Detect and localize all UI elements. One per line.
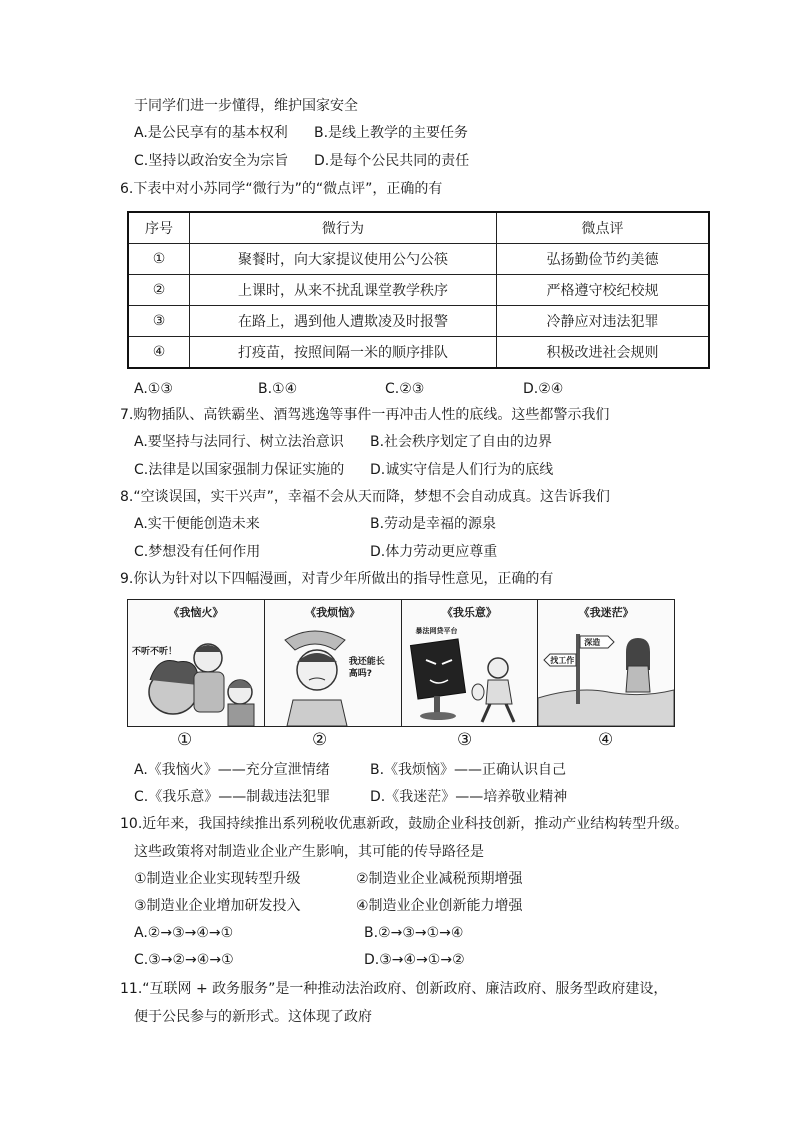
comic-speech-text: 不听不听！ <box>132 647 178 657</box>
table-row <box>128 244 709 275</box>
comic-willing-illustration <box>402 600 538 726</box>
comic-number: ② <box>312 730 328 750</box>
q7-option-d[interactable]: D.诚实守信是人们行为的底线 <box>370 462 554 478</box>
q9-option-b[interactable]: B.《我烦恼》——正确认识自己 <box>370 762 567 778</box>
q6-option-c[interactable]: C.②③ <box>385 381 425 397</box>
comic-number: ① <box>177 730 193 750</box>
table-cell: ④ <box>128 337 190 369</box>
q9-option-a[interactable]: A.《我恼火》——充分宣泄情绪 <box>134 762 330 778</box>
table-row <box>128 275 709 306</box>
q6-table <box>127 211 710 369</box>
comic-title: 《我烦恼》 <box>305 606 361 619</box>
comic-number: ③ <box>457 730 473 750</box>
table-row <box>128 337 709 369</box>
table-cell: 打疫苗，按照间隔一米的顺序排队 <box>190 337 497 369</box>
q7-option-b[interactable]: B.社会秩序划定了自由的边界 <box>370 434 553 450</box>
q10-statement-3: ③制造业企业增加研发投入 <box>134 898 301 914</box>
table-header-row <box>128 212 709 244</box>
table-header-comment: 微点评 <box>497 212 710 244</box>
q8-option-c[interactable]: C.梦想没有任何作用 <box>134 544 261 560</box>
q5-option-b[interactable]: B.是线上教学的主要任务 <box>314 125 469 141</box>
table-cell: 积极改进社会规则 <box>497 337 710 369</box>
table-cell: ③ <box>128 306 190 337</box>
q10-statement-4: ④制造业企业创新能力增强 <box>356 898 523 914</box>
table-cell: ① <box>128 244 190 275</box>
comic-panel-willing <box>402 600 539 726</box>
table-header-behavior: 微行为 <box>190 212 497 244</box>
table-cell: 冷静应对违法犯罪 <box>497 306 710 337</box>
q9-stem: 9.你认为针对以下四幅漫画，对青少年所做出的指导性意见，正确的有 <box>120 571 554 587</box>
table-cell: 聚餐时，向大家提议使用公勺公筷 <box>190 244 497 275</box>
q9-comic-strip <box>127 599 675 727</box>
q11-stem-2: 便于公民参与的新形式。这体现了政府 <box>134 1009 372 1025</box>
q6-option-a[interactable]: A.①③ <box>134 381 173 397</box>
q10-stem-2: 这些政策将对制造业企业产生影响，其可能的传导路径是 <box>134 844 484 860</box>
q8-option-a[interactable]: A.实干便能创造未来 <box>134 516 260 532</box>
table-row <box>128 306 709 337</box>
comic-number: ④ <box>598 730 614 750</box>
comic-sign-text: 暴法网贷平台 <box>415 627 458 635</box>
q11-stem-1: 11.“互联网 + 政务服务”是一种推动法治政府、创新政府、廉洁政府、服务型政府建设， <box>120 981 668 997</box>
comic-sign-text: 深造 <box>584 638 601 647</box>
comic-panel-angry <box>128 600 265 726</box>
q7-stem: 7.购物插队、高铁霸坐、酒驾逃逸等事件一再冲击人性的底线。这些都警示我们 <box>120 407 610 423</box>
q8-option-d[interactable]: D.体力劳动更应尊重 <box>370 544 498 560</box>
line-q5-stem-end: 于同学们进一步懂得，维护国家安全 <box>134 98 358 114</box>
q10-statement-2: ②制造业企业减税预期增强 <box>356 871 523 887</box>
q9-option-d[interactable]: D.《我迷茫》——培养敬业精神 <box>370 789 568 805</box>
table-cell: 弘扬勤俭节约美德 <box>497 244 710 275</box>
comic-title: 《我乐意》 <box>441 606 497 619</box>
comic-title: 《我迷茫》 <box>578 606 634 619</box>
q10-stem-1: 10.近年来，我国持续推出系列税收优惠新政，鼓励企业科技创新，推动产业结构转型升级。 <box>120 816 689 832</box>
table-cell: 严格遵守校纪校规 <box>497 275 710 306</box>
q10-option-a[interactable]: A.②→③→④→① <box>134 925 234 941</box>
comic-sign-text: 找工作 <box>550 656 575 665</box>
comic-title: 《我恼火》 <box>168 606 224 619</box>
q9-option-c[interactable]: C.《我乐意》——制裁违法犯罪 <box>134 789 331 805</box>
q7-option-a[interactable]: A.要坚持与法同行、树立法治意识 <box>134 434 344 450</box>
q5-option-d[interactable]: D.是每个公民共同的责任 <box>314 153 470 169</box>
comic-panel-worried <box>265 600 402 726</box>
q10-option-c[interactable]: C.③→②→④→① <box>134 952 234 968</box>
q5-option-c[interactable]: C.坚持以政治安全为宗旨 <box>134 153 289 169</box>
q6-option-d[interactable]: D.②④ <box>523 381 564 397</box>
comic-panel-confused <box>538 600 674 726</box>
q10-statement-1: ①制造业企业实现转型升级 <box>134 871 301 887</box>
q10-option-d[interactable]: D.③→④→①→② <box>364 952 465 968</box>
q6-stem: 6.下表中对小苏同学“微行为”的“微点评”，正确的有 <box>120 181 443 197</box>
table-cell: ② <box>128 275 190 306</box>
q5-option-a[interactable]: A.是公民享有的基本权利 <box>134 125 288 141</box>
q7-option-c[interactable]: C.法律是以国家强制力保证实施的 <box>134 462 345 478</box>
table-header-index: 序号 <box>128 212 190 244</box>
q8-option-b[interactable]: B.劳动是幸福的源泉 <box>370 516 497 532</box>
q10-option-b[interactable]: B.②→③→①→④ <box>364 925 464 941</box>
table-cell: 在路上，遇到他人遭欺凌及时报警 <box>190 306 497 337</box>
q8-stem: 8.“空谈误国，实干兴声”，幸福不会从天而降，梦想不会自动成真。这告诉我们 <box>120 489 610 505</box>
table-cell: 上课时，从来不扰乱课堂教学秩序 <box>190 275 497 306</box>
comic-speech-text: 我还能长高吗? <box>348 657 385 679</box>
q6-option-b[interactable]: B.①④ <box>258 381 298 397</box>
comic-angry-illustration <box>128 600 264 726</box>
